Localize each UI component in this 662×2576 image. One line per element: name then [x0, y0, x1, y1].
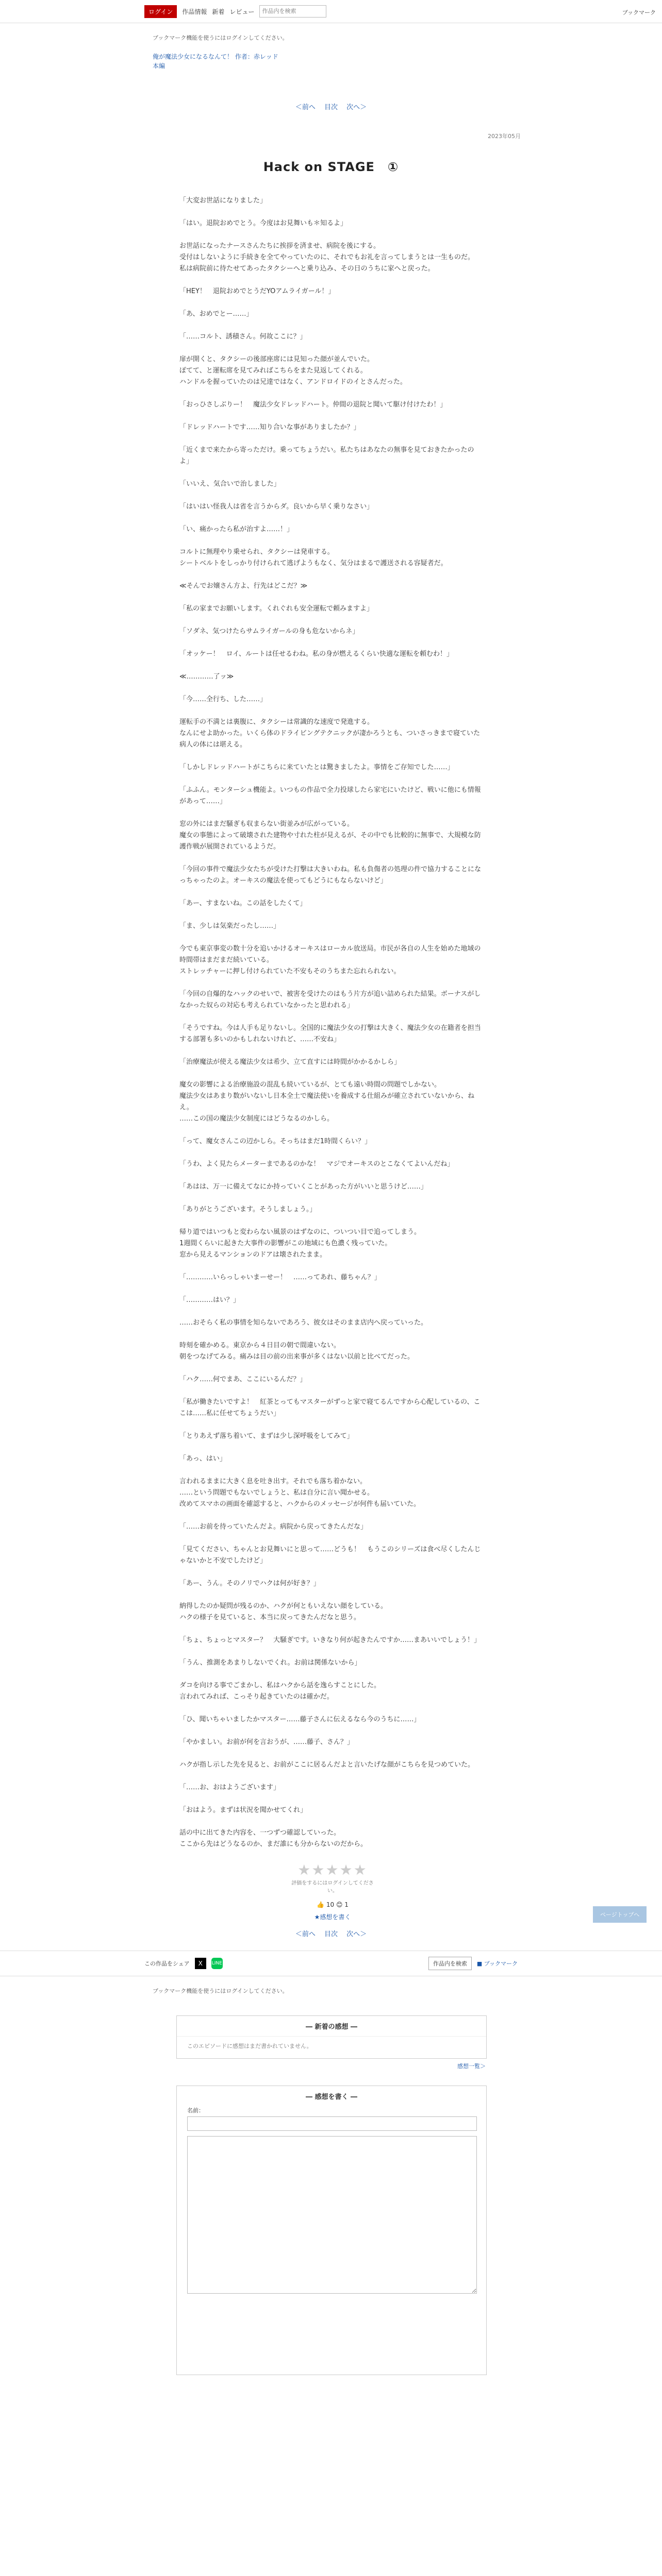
login-button[interactable]: ログイン	[144, 5, 177, 18]
paragraph: 「ふふん。モンターシュ機能よ。いつもの作品で全力投球したら家宅にいたけど、戦いに他にも情報があって……」	[179, 786, 481, 805]
nav-new[interactable]: 新着	[212, 8, 225, 15]
x-icon[interactable]: X	[195, 1958, 206, 1969]
top-nav-bar	[0, 0, 662, 23]
paragraph: 魔女の影響による治療施設の混乱も続いているが、とても遠い時間の問題でしかない。 魔法少女はあまり数がいないし日本全土で魔法使いを養成する仕組みが確立されていないから、ねえ。 ……この国の魔法少女制度にはどうなるのかしら。	[179, 1081, 475, 1123]
paragraph: お世話になったナースさんたちに挨拶を済ませ、病院を後にする。 受付はしないように手続きを全てやっていたのに、それでもお礼を言ってしまうとは一生ものだ。 私は病院前に待たせてあったタクシーへと乗り込み、その日のうちに家へと戻った。	[179, 242, 475, 273]
work-meta	[153, 52, 662, 71]
nav-review[interactable]: レビュー	[229, 8, 255, 15]
paragraph: 「あー、うん。そのノリでハクは何が好き？」	[179, 1580, 320, 1587]
paragraph: 「そうですね。今は人手も足りないし。全国的に魔法少女の打撃は大きく、魔法少女の在籍者を担当する部署も多いのかもしれないけれど、……不安ね」	[179, 1024, 481, 1043]
reaction-count: 10	[326, 1901, 335, 1908]
paragraph: 「……コルト、誘積さん。何故ここに？」	[179, 333, 307, 341]
toc-link[interactable]: 目次	[324, 104, 338, 111]
paragraph: 「ドレッドハートです……知り合いな事がありましたか？」	[179, 423, 360, 431]
paragraph: 帰り道ではいつもと変わらない風景のはずなのに、ついつい目で追ってしまう。 1週間くらいに起きた大事件の影響がこの地域にも色濃く残っていた。 窓から見えるマンションのドアは壊されたまま。	[179, 1228, 421, 1259]
work-title-link[interactable]: 俺が魔法少女になるなんて！ 作者：赤レッド	[153, 53, 278, 60]
paragraph: 「今……全行ち、した……」	[179, 696, 267, 703]
reaction-count-2: 1	[344, 1901, 349, 1908]
novel-body	[179, 195, 484, 1850]
paragraph: 「って、魔女さんこの辺かしら。そっちはまだ1時間くらい？」	[179, 1138, 372, 1145]
bookmark-link[interactable]: ブックマーク	[622, 9, 656, 16]
toc-link-bottom[interactable]: 目次	[324, 1930, 338, 1938]
reactions[interactable]	[289, 1901, 376, 1908]
paragraph: 「……お前を待っていたんだよ。病院から戻ってきたんだな」	[179, 1523, 368, 1531]
search-input[interactable]	[259, 5, 326, 18]
paragraph: 「…………はい？」	[179, 1296, 240, 1304]
paragraph: 「ま、少しは気楽だったし……」	[179, 922, 280, 930]
paragraph: 「い、痛かったら私が治すよ……！」	[179, 526, 294, 533]
bookmark-bottom-link[interactable]: ■ ブックマーク	[476, 1960, 518, 1967]
paragraph: 「ありがとうございます。そうしましょう。」	[179, 1206, 317, 1213]
prev-link-bottom[interactable]: ＜前へ	[295, 1930, 316, 1938]
next-link-bottom[interactable]: 次へ＞	[346, 1930, 367, 1938]
paragraph: 「はいはい怪我人は省を言うからダ。良いから早く乗りなさい」	[179, 503, 374, 511]
review-form-title: ― 感想を書く ―	[305, 2093, 358, 2101]
paragraph: 「近くまで来たから寄っただけ。乗ってちょうだい。私たちはあなたの無事を見ておきたかったのよ」	[179, 446, 474, 465]
paragraph: 言われるままに大きく息を吐き出す。それでも落ち着かない。 ……という問題でもないでしょうと、私は自分に言い聞かせる。 改めてスマホの画面を確認すると、ハクからのメッセージが何件も届いていた。	[179, 1478, 420, 1508]
paragraph: 「ちょ、ちょっとマスター？ 大騒ぎです。いきなり何が起きたんですか……まあいいでしょう！」	[179, 1636, 481, 1644]
paragraph: 「ハク……何でまあ、ここにいるんだ？」	[179, 1376, 307, 1383]
chapter-title: Hack on STAGE ①	[263, 160, 399, 174]
paragraph: 「ソダネ、気つけたらサムライガールの身も危ないからネ」	[179, 628, 359, 635]
paragraph: 話の中に出てきた内容を、一つずつ確認していった。 ここから先はどうなるのか、まだ誰にも分からないのだから。	[179, 1829, 368, 1848]
line-icon[interactable]: LINE	[211, 1958, 223, 1969]
paragraph: 「おっひさしぶりー！ 魔法少女ドレッドハート。仲間の退院と聞いて駆け付けたわ！」	[179, 401, 447, 409]
review-form	[176, 2086, 487, 2375]
name-label: 名前：	[187, 2107, 204, 2114]
paragraph: 「大変お世話になりました」	[179, 197, 267, 205]
latest-review-box	[176, 2015, 487, 2059]
paragraph: 「あー、すまないね。この話をしたくて」	[179, 900, 307, 907]
share-label: この作品をシェア	[144, 1960, 190, 1967]
paragraph: 「私が働きたいですよ！ 紅茶とってもマスターがずっと家で寝てるんですから心配しているの、ここは……私に任せてちょうだい」	[179, 1398, 481, 1417]
login-notice-bottom: ブックマーク機能を使うにはログインしてください。	[153, 1988, 288, 1994]
post-date: 2023年05月	[488, 133, 521, 140]
review-list-link[interactable]: 感想一覧＞	[457, 2063, 486, 2070]
write-review-link[interactable]: ★感想を書く	[314, 1913, 351, 1921]
paragraph: 「今回の事件で魔法少女たちが受けた打撃は大きいわね。私も負傷者の処理の件で協力することになっちゃったのよ。オーキスの魔法を使ってもどうにもならないけど」	[179, 866, 482, 885]
pager-top	[0, 101, 662, 111]
rating-note: 評価をするにはログインしてください。	[291, 1880, 374, 1894]
paragraph: 「あはは、万一に備えてなにか持っていくことがあった方がいいと思うけど……」	[179, 1183, 427, 1191]
latest-review-body: このエピソードに感想はまだ書かれていません。	[177, 2036, 486, 2058]
paragraph: 「あ、おめでとー……」	[179, 310, 253, 318]
paragraph: 「とりあえず落ち着いて、まずは少し深呼吸をしてみて」	[179, 1432, 354, 1440]
paragraph: 「オッケー！ ロイ、ルートは任せるわね。私の身が燃えるくらい快適な運転を頼むわ！」	[179, 650, 454, 658]
paragraph: ≪そんでお嬢さん方よ、行先はどこだ？≫	[179, 582, 308, 590]
rating-area	[289, 1861, 376, 1921]
paragraph: 「私の家までお願いします。くれぐれも安全運転で頼みますよ」	[179, 605, 373, 613]
paragraph: 「やかましい。お前が何を言おうが、……藤子、さん？」	[179, 1738, 354, 1746]
prev-link[interactable]: ＜前へ	[295, 104, 316, 111]
next-link[interactable]: 次へ＞	[346, 104, 367, 111]
nav-works[interactable]: 作品情報	[182, 8, 207, 15]
paragraph: 「…………いらっしゃいまーせー！ ……ってあれ、藤ちゃん？」	[179, 1274, 381, 1281]
paragraph: 「見てください、ちゃんとお見舞いにと思って……どうも！ もうこのシリーズは食べ尽くしたんじゃないかと不安でしたけど」	[179, 1546, 481, 1565]
paragraph: 「おはよう。まずは状況を聞かせてくれ」	[179, 1806, 307, 1814]
paragraph: 運転手の不満とは裏腹に、タクシーは常識的な速度で発進する。 なんにせよ助かった。いくら体のドライビングテクニックが凄かろうとも、ついさっきまで寝ていた病人の体には堪える。	[179, 718, 481, 749]
paragraph: 「うん、推測をあまりしないでくれ。お前は関係ないから」	[179, 1659, 361, 1667]
paragraph: 今でも東京事変の数十分を追いかけるオーキスはローカル放送局。市民が各自の人生を始めた地域の時間帯はまだまだ続いている。 ストレッチャーに押し付けられていた不安もそのうちまた忘れられない。	[179, 945, 481, 975]
bottom-search-button[interactable]: 作品内を検索	[428, 1957, 472, 1970]
paragraph: 扉が開くと、タクシーの後部座席には見知った顔が並んでいた。 ぽてて、と運転席を見てみればこちらをまた見返してくれる。 ハンドルを握っていたのは兄達ではなく、アンドロイドのイとさんだった。	[179, 355, 407, 386]
paragraph: 「治療魔法が使える魔法少女は希少、立て直すには時間がかかるかしら」	[179, 1058, 401, 1066]
paragraph: 時刻を確かめる。東京から４日目の朝で間違いない。 朝をつなげてみる。痛みは目の前の出来事が多くはない以前と比べてだった。	[179, 1342, 415, 1361]
paragraph: ダコを向ける事でごまかし、私はハクから話を逸らすことにした。 言われてみれば、こっそり起きていたのは確かだ。	[179, 1682, 381, 1701]
paragraph: ……おそらく私の事情を知らないであろう、彼女はそのまま店内へ戻っていった。	[179, 1319, 428, 1327]
login-notice: ブックマーク機能を使うにはログインしてください。	[153, 35, 288, 41]
paragraph: 「はい。退院おめでとう。今度はお見舞いも＊知るよ」	[179, 219, 347, 227]
paragraph: ≪…………了ッ≫	[179, 673, 234, 681]
paragraph: 納得したのか疑問が残るのか、ハクが何ともいえない顔をしている。 ハクの様子を見ていると、本当に戻ってきたんだなと思う。	[179, 1602, 388, 1621]
paragraph: 窓の外にはまだ騒ぎも収まらない街並みが広がっている。 魔女の事態によって破壊された建物や寸れた柱が見えるが、その中でも比較的に無事で、大規模な防護作戦が展開されているようだ。	[179, 820, 481, 851]
paragraph: 「あっ、はい」	[179, 1455, 226, 1463]
paragraph: ハクが指し示した先を見ると、お前がここに居るんだよと言いたげな顔がこちらを見つめていた。	[179, 1761, 475, 1769]
paragraph: 「HEY！ 退院おめでとうだYOアムライガール！」	[179, 287, 335, 295]
review-textarea[interactable]	[187, 2136, 477, 2294]
share-bar	[0, 1951, 662, 1976]
paragraph: コルトに無理やり乗せられ、タクシーは発車する。 シートベルトをしっかり付けられて逃げようもなく、気分はまるで護送される容疑者だ。	[179, 548, 448, 567]
paragraph: 「うわ、よく見たらメーターまであるのかな！ マジでオーキスのとこなくてよいんだね」	[179, 1160, 454, 1168]
paragraph: 「今回の自爆的なハックのせいで、被害を受けたのはもう片方が追い詰められた結果。ボーナスがしなかった奴らの対応も考えられていなかったと思われる」	[179, 990, 481, 1009]
name-input[interactable]	[187, 2116, 477, 2131]
pager-bottom	[0, 1928, 662, 1938]
latest-review-title: ― 新着の感想 ―	[305, 2023, 358, 2031]
smile-icon[interactable]: 😊	[336, 1901, 343, 1908]
paragraph: 「いいえ、気合いで治しました」	[179, 480, 280, 488]
paragraph: 「ひ、聞いちゃいましたかマスター……藤子さんに伝えるなら今のうちに……」	[179, 1716, 421, 1723]
section-label: 本編	[153, 62, 166, 70]
paragraph: 「……お、おはようございます」	[179, 1784, 280, 1791]
page-top-button[interactable]: ページトップへ	[593, 1906, 647, 1923]
thumbs-up-icon[interactable]: 👍	[317, 1901, 325, 1908]
star-rating[interactable]: ★★★★★	[297, 1861, 368, 1878]
paragraph: 「しかしドレッドハートがこちらに来ていたとは驚きましたよ。事情をご存知でした……」	[179, 764, 454, 771]
